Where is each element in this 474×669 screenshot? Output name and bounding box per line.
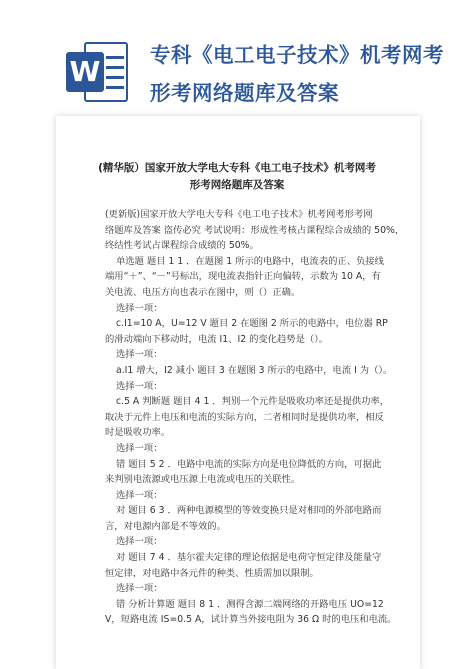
body-line: 选择一项： (116, 380, 163, 392)
body-line: 对 题目 6 3 ．两种电源模型的等效变换只是对相同的外部电路而 (116, 505, 382, 517)
body-line: V，短路电流 IS=0.5 A，试计算当外接电阻为 36 Ω 时的电压和电流。 (105, 614, 397, 626)
body-line: 选择一项： (116, 349, 163, 361)
body-line: (更新版)国家开放大学电大专科《电工电子技术》机考网考形考网 (105, 209, 373, 220)
body-line: 的滑动端向下移动时，电流 I1、I2 的变化趋势是（）。 (105, 333, 329, 345)
doc-line (106, 86, 124, 89)
doc-line (106, 66, 124, 69)
word-letter-badge: W (66, 52, 104, 92)
body-line: 取决于元件上电压和电流的实际方向，二者相同时是提供功率，相反 (105, 411, 384, 423)
body-line: 对 题目 7 4 ．基尔霍夫定律的理论依据是电荷守恒定律及能量守 (116, 552, 382, 564)
doc-line (106, 76, 124, 79)
body-line: 来判别电流源或电压源上电流或电压的关联性。 (105, 474, 301, 486)
body-line: 选择一项： (116, 536, 163, 548)
body-line: 错 分析计算题 题目 8 1 ．测得含源二端网络的开路电压 UO=12 (116, 598, 384, 610)
body-line: c.I1=10 A，U=12 V 题目 2 在题图 2 所示的电路中，电位器 RP (116, 318, 388, 330)
page-title: 专科《电工电子技术》机考网考形考网络题库及答案 (150, 43, 444, 105)
body-line: 错 题目 5 2 ．电路中电流的实际方向是电位降低的方向，可据此 (116, 458, 382, 470)
body-line: 关电流、电压方向也表示在图中，则（）正确。 (105, 286, 301, 298)
body-line: 端用“＋”、“－”号标出，现电流表指针正向偏转，示数为 10 A，有 (105, 271, 381, 283)
body-line: 选择一项： (116, 302, 163, 314)
body-line: 络题库及答案 盗传必究 考试说明：形成性考核占课程综合成绩的 50%， (105, 224, 405, 236)
document-heading-line2: 形考网络题库及答案 (189, 179, 285, 191)
body-line: 选择一项： (116, 442, 163, 454)
document-body (105, 207, 405, 628)
body-line: 选择一项： (116, 489, 163, 501)
body-line: 时是吸收功率。 (105, 427, 171, 439)
body-line: a.I1 增大，I2 减小 题目 3 在题图 3 所示的电路中，电流 I 为（）。 (116, 364, 393, 376)
body-line: 选择一项： (116, 583, 163, 595)
body-line: 恒定律，对电路中各元件的种类、性质需加以限制。 (105, 567, 319, 579)
body-line: 言，对电源内部是不等效的。 (105, 520, 226, 532)
body-line: 终结性考试占课程综合成绩的 50%。 (105, 240, 259, 252)
header-banner (0, 0, 474, 110)
document-heading-line1: (精华版）国家开放大学电大专科《电工电子技术》机考网考 (98, 162, 376, 174)
doc-line (106, 56, 124, 59)
document-heading (70, 160, 404, 194)
word-document-icon (66, 42, 130, 102)
body-line: 单选题 题目 1 1 ．在题图 1 所示的电路中，电流表的正、负接线 (116, 255, 384, 267)
body-line: c.5 A 判断题 题目 4 1 ．判别一个元件是吸收功率还是提供功率， (116, 396, 390, 408)
